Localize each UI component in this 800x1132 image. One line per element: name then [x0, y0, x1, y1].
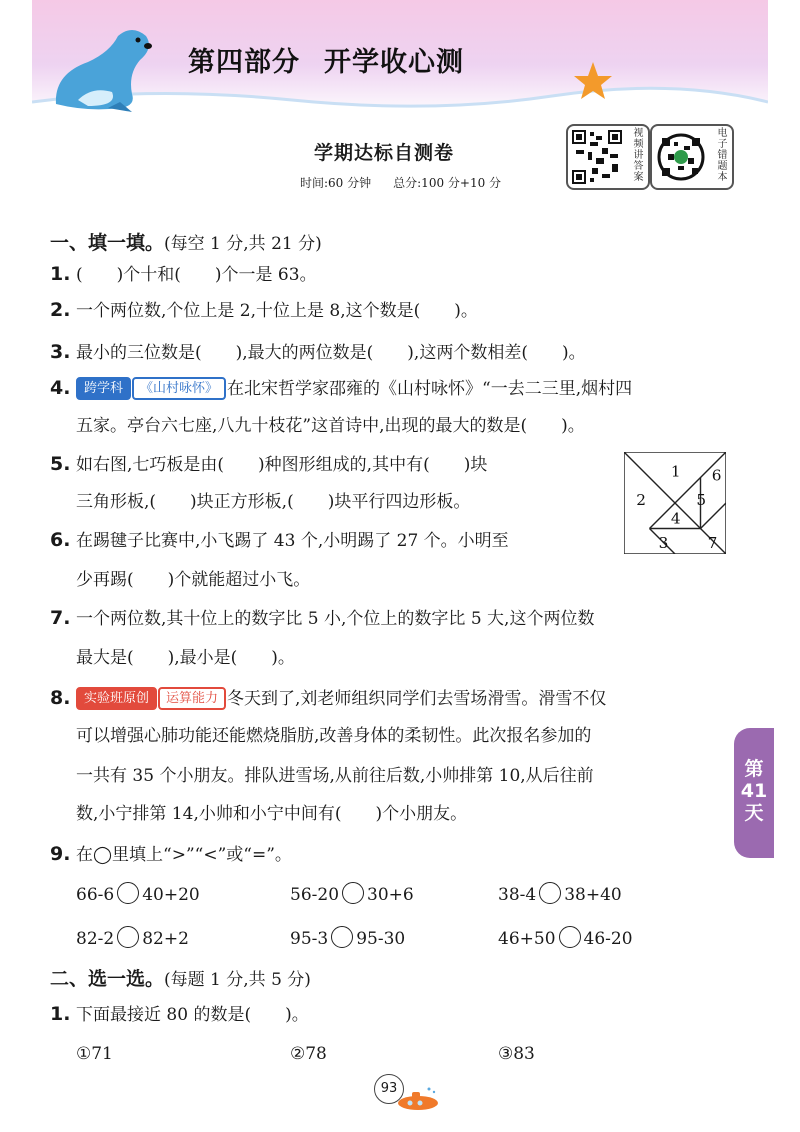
qr-label: 电子错题本	[717, 128, 728, 183]
section-1-heading: 一、填一填。(每空 1 分,共 21 分)	[50, 232, 322, 254]
day-side-tab	[734, 728, 774, 858]
poem-tag: 《山村咏怀》	[132, 377, 226, 400]
day-label: 第41天	[740, 758, 768, 824]
question-1-8-cont: 可以增强心肺功能还能燃烧脂肪,改善身体的柔韧性。此次报名参加的	[76, 726, 592, 746]
compare-item: 56-20 30+6	[290, 882, 414, 905]
compare-item: 66-6 40+20	[76, 882, 200, 905]
question-1-6-cont: 少再踢( )个就能超过小飞。	[76, 570, 311, 590]
answer-circle[interactable]	[539, 882, 561, 904]
tangram-label: 6	[711, 466, 722, 485]
question-1-1: 1. ( )个十和( )个一是 63。	[50, 263, 317, 285]
compare-item: 46+50 46-20	[498, 926, 633, 949]
compare-item: 38-4 38+40	[498, 882, 622, 905]
original-tag: 实验班原创	[76, 687, 157, 710]
qr-code-icon	[656, 130, 706, 184]
page-title: 第四部分 开学收心测	[188, 47, 464, 78]
compare-item: 95-3 95-30	[290, 926, 405, 949]
option-3[interactable]: ③83	[498, 1044, 535, 1064]
question-1-8: 8. 实验班原创 运算能力 冬天到了,刘老师组织同学们去雪场滑雪。滑雪不仅	[50, 687, 607, 709]
page-number: 93	[374, 1074, 404, 1104]
tangram-figure	[624, 452, 726, 554]
question-1-4: 4. 跨学科 《山村咏怀》 在北宋哲学家邵雍的《山村咏怀》“一去二三里,烟村四	[50, 377, 633, 399]
question-1-8-cont: 数,小宁排第 14,小帅和小宁中间有( )个小朋友。	[76, 804, 468, 824]
compare-item: 82-2 82+2	[76, 926, 189, 949]
paper-title: 学期达标自测卷	[314, 142, 455, 164]
option-1[interactable]: ①71	[76, 1044, 113, 1064]
tangram-label: 1	[670, 462, 681, 481]
tangram-label: 4	[670, 509, 681, 528]
section-2-heading: 二、选一选。(每题 1 分,共 5 分)	[50, 968, 311, 990]
option-2[interactable]: ②78	[290, 1044, 327, 1064]
question-1-4-cont: 五家。亭台六七座,八九十枝花”这首诗中,出现的最大的数是( )。	[76, 416, 585, 436]
answer-circle[interactable]	[117, 882, 139, 904]
qr-label: 视频讲答案	[633, 128, 644, 183]
video-answer-qr[interactable]	[566, 124, 650, 190]
tangram-label: 2	[636, 491, 646, 510]
answer-circle[interactable]	[331, 926, 353, 948]
answer-circle[interactable]	[342, 882, 364, 904]
question-1-2: 2. 一个两位数,个位上是 2,十位上是 8,这个数是( )。	[50, 299, 478, 321]
question-1-5-cont: 三角形板,( )块正方形板,( )块平行四边形板。	[76, 492, 471, 512]
question-1-8-cont: 一共有 35 个小朋友。排队进雪场,从前往后数,小帅排第 10,从后往前	[76, 766, 594, 786]
question-1-7-cont: 最大是( ),最小是( )。	[76, 648, 295, 668]
question-1-5: 5. 如右图,七巧板是由( )种图形组成的,其中有( )块	[50, 453, 488, 475]
answer-circle[interactable]	[117, 926, 139, 948]
tangram-label: 5	[696, 491, 707, 510]
question-1-9: 9. 在◯里填上“>”“<”或“=”。	[50, 843, 292, 865]
answer-circle[interactable]	[559, 926, 581, 948]
tangram-label: 3	[658, 533, 669, 552]
error-book-qr[interactable]	[650, 124, 734, 190]
cross-subject-tag: 跨学科	[76, 377, 131, 400]
question-1-3: 3. 最小的三位数是( ),最大的两位数是( ),这两个数相差( )。	[50, 341, 586, 363]
exam-meta: 时间:60 分钟 总分:100 分+10 分	[300, 176, 502, 190]
question-1-7: 7. 一个两位数,其十位上的数字比 5 小,个位上的数字比 5 大,这个两位数	[50, 607, 595, 629]
question-2-1: 1. 下面最接近 80 的数是( )。	[50, 1003, 309, 1025]
ability-tag: 运算能力	[158, 687, 226, 710]
seal-mascot-icon	[48, 22, 158, 114]
submarine-icon	[396, 1086, 442, 1112]
starfish-icon	[572, 60, 614, 102]
tangram-label: 7	[707, 533, 718, 552]
qr-code-icon	[572, 130, 622, 184]
question-1-6: 6. 在踢毽子比赛中,小飞踢了 43 个,小明踢了 27 个。小明至	[50, 529, 509, 551]
